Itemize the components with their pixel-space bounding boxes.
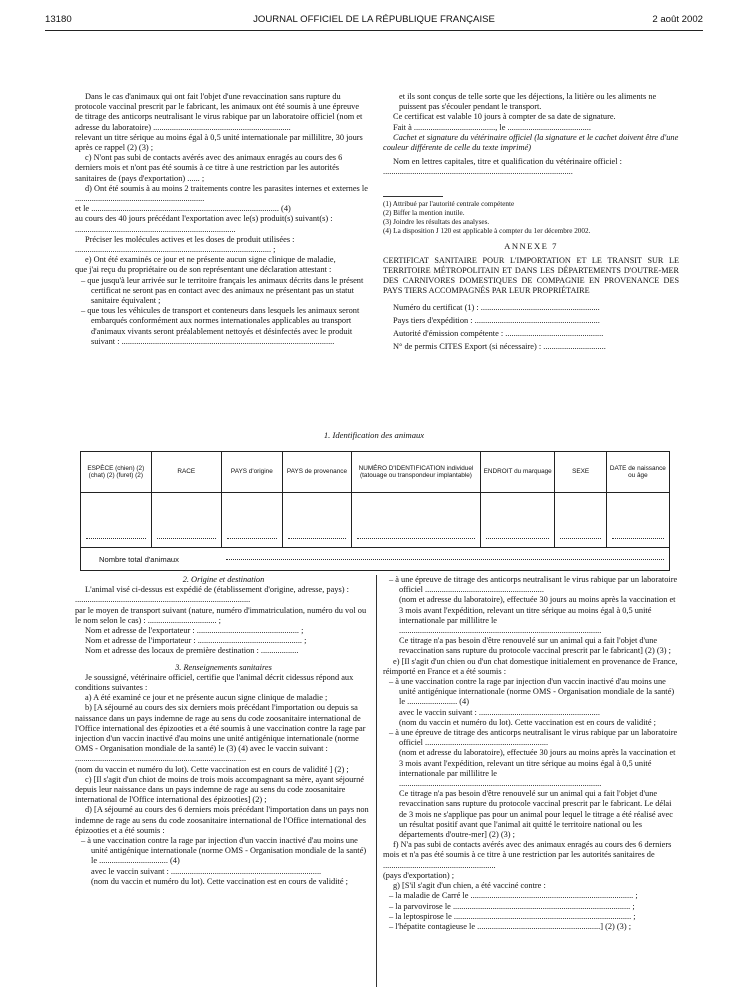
signature-place-date: Fait à ......................................., le ........................................ [393,122,591,132]
list-item: avec le vaccin suivant : ........................................................................ [91,866,322,876]
importer-field: Nom et adresse de l'importateur : .................................................. ; [85,636,307,646]
footnote: (3) Joindre les résultats des analyses. [383,218,490,227]
section-3-title: 3. Renseignements sanitaires [175,662,272,672]
paragraph: d) Ont été soumis à au moins 2 traitements contre les parasites internes et externes le .............................................................. [75,183,368,204]
paragraph: (nom du vaccin et numéro du lot). Cette vaccination est en cours de validité ] (2) ; [75,764,349,774]
species-cell [81,493,152,548]
list-item: Ce titrage n'a pas besoin d'être renouvelé sur un animal qui a fait l'objet d'une revaccination sans rupture du protocole vaccinal prescrit par le fabricant. Le délai de 3 mois ne s'applique pas pour un animal pour lequel le titrage a été réalisé avec un résultat positif avant que l'animal ait quitté le territoire national ou les départements d'outre-mer] (2) (3) ; [399,789,673,840]
total-animals-label: Nombre total d'animaux [81,548,222,571]
paragraph: e) Ont été examinés ce jour et ne présente aucun signe clinique de maladie, [85,255,336,265]
table-row [81,493,670,548]
list-item: – à une épreuve de titrage des anticorps neutralisant le virus rabique par un laboratoire officiel ........................................................... [389,728,678,748]
list-item: – l'hépatite contagieuse le ...........................................................] (2) (3) ; [389,921,632,931]
animal-identification-table [80,451,670,571]
list-item: – à une vaccination contre la rage par injection d'un vaccin inactivé d'au moins une unité antigénique internationale (norme OMS - Organisation mondiale de la santé) le ................................. (4) [81,836,367,866]
list-item: Ce titrage n'a pas besoin d'être renouvelé sur un animal qui a fait l'objet d'une revaccination sans rupture du protocole vaccinal prescrit par le fabricant] (2) (3) ; [399,636,671,656]
paragraph: Je soussigné, vétérinaire officiel, certifie que l'animal décrit cidessus répond aux conditions suivantes : [75,672,354,693]
list-item: – la leptospirose le ..................................................................................... ; [389,911,636,921]
paragraph: a) A été examiné ce jour et ne présente aucun signe clinique de maladie ; [85,693,328,703]
list-item: (nom du vaccin et numéro du lot). Cette vaccination est en cours de validité ; [399,717,656,727]
annex-title: ANNEXE 7 [504,241,558,252]
list-item: (nom et adresse du laboratoire), effectuée 30 jours au moins après la vaccination et 3 mois avant l'expédition, relevant un titre sérique au moins égal à 0,5 unité internationale par millilitre le ................................................................................................. [399,748,676,789]
section-2-title: 2. Origine et destination [182,575,265,584]
right-column-bottom [383,575,679,932]
paragraph: que j'ai reçu du propriétaire ou de son représentant une déclaration attestant : [75,265,332,275]
list-item: (nom et adresse du laboratoire), effectuée 30 jours au moins après la vaccination et 3 mois avant l'expédition, relevant un titre sérique au moins égal à 0,5 unité internationale par millilitre le ................................................................................................. [399,595,676,636]
paragraph: (pays d'exportation) ; [383,870,455,880]
birth-date-cell [606,493,669,548]
right-column-top [383,92,679,353]
column-header-provenance-country: PAYS de provenance [282,452,351,493]
list-item: – la maladie de Carré le .............................................................................. ; [389,891,638,901]
paragraph: Ce certificat est valable 10 jours à compter de sa date de signature. [393,112,616,122]
footnote: (2) Biffer la mention inutile. [383,208,465,217]
breed-cell [151,493,221,548]
list-item: – à une épreuve de titrage des anticorps neutralisant le virus rabique par un laboratoire officiel ......................................................... [389,575,678,595]
id-number-cell [352,493,481,548]
publication-date: 2 août 2002 [652,14,703,25]
paragraph: d) [A séjourné au cours des 6 derniers mois précédant l'importation dans un pays non indemne de rage au sens du code zoosanitaire international de l'Office international des épizooties et a été soumis : [75,805,369,835]
list-item: – que jusqu'à leur arrivée sur le territoire français les animaux décrits dans le présent certificat ne seront pas en contact avec des animaux ne présentant pas un statut sanitaire équivalent ; [81,275,364,306]
paragraph: au cours des 40 jours précédant l'exportation avec le(s) produit(s) suivant(s) : ............................................................................. [75,214,333,234]
veterinarian-name-field: Nom en lettres capitales, titre et qualification du vétérinaire officiel : ........................................................................................... [383,157,622,177]
exporter-field: Nom et adresse de l'exportateur : ................................................. ; [85,626,304,636]
paragraph: relevant un titre sérique au moins égal à 0,5 unité internationale par millilitre, 30 jours après ce rappel (2) (3) ; [75,132,363,153]
page-number: 13180 [45,14,72,25]
column-header-marking-location: ENDROIT du marquage [480,452,555,493]
signature-instruction: Cachet et signature du vétérinaire officiel (la signature et le cachet doivent être d'une couleur différente de celle du texte imprimé) [383,132,679,153]
paragraph: c) N'ont pas subi de contacts avérés avec des animaux enragés au cours des 6 derniers mois et n'ont pas été soumis à ce titre à une restriction par les autorités sanitaires de (pays d'exportation) ...... ; [75,153,343,183]
list-item: – à une vaccination contre la rage par injection d'un vaccin inactivé d'au moins une unité antigénique internationale (norme OMS - Organisation mondiale de la santé) le ........................ (4) [389,677,675,707]
column-header-id-number: NUMÉRO D'IDENTIFICATION individuel (tatouage ou transpondeur implantable) [352,452,481,493]
left-column-bottom [75,575,372,887]
provenance-cell [282,493,351,548]
column-header-origin-country: PAYS d'origine [221,452,282,493]
marking-cell [480,493,555,548]
journal-title: JOURNAL OFFICIEL DE LA RÉPUBLIQUE FRANÇAISE [253,14,495,25]
footnote: (1) Attribué par l'autorité centrale compétente [383,199,515,208]
column-header-birth-date: DATE de naissance ou âge [606,452,669,493]
section-1-title: 1. Identification des animaux [323,430,425,440]
list-item: avec le vaccin suivant : .......................................................... [399,707,600,717]
paragraph: et le .......................................................................................... (4) [75,204,291,214]
left-column-top [75,92,368,347]
column-header-sex: SEXE [555,452,606,493]
origin-cell [221,493,282,548]
column-header-breed: RACE [151,452,221,493]
paragraph: Préciser les molécules actives et les doses de produit utilisées : .............................................................................................. ; [75,234,295,255]
paragraph: par le moyen de transport suivant (nature, numéro d'immatriculation, numéro du vol ou le nom selon le cas) : ................................. ; [75,605,367,625]
paragraph: b) [A séjourné au cours des six derniers mois précédant l'importation ou depuis sa naissance dans un pays indemne de rage au sens du code zoosanitaire international de l'Office international des épizooties et a été soumis à une vaccination contre la rage par injection d'un vaccin inactivé d'au moins une unité antigénique internationale (norme OMS - Organisation mondiale de la santé) le (3) (4) avec le vaccin suivant : .................................................................................. [75,703,366,764]
footnote: (4) La disposition J 120 est applicable à compter du 1er décembre 2002. [383,227,591,236]
list-item: – que tous les véhicules de transport et conteneurs dans lesquels les animaux seront embarqués conformément aux normes internationales applicables au transport d'animaux vivants seront préalablement nettoyés et désinfectés avec le produit suivant : ...................................................................................................... [81,306,360,346]
dispatch-country-field: Pays tiers d'expédition : ............................................................ [393,315,600,325]
sex-cell [555,493,606,548]
paragraph: e) [Il s'agit d'un chien ou d'un chat domestique initialement en provenance de France, réimporté en France et a été soumis : [383,656,678,676]
paragraph: g) [S'il s'agit d'un chien, a été vacciné contre : [393,881,546,891]
total-animals-field [221,548,669,571]
total-row [81,548,670,571]
paragraph: L'animal visé ci-dessus est expédié de (établissement d'origine, adresse, pays) : .................................................................................... [75,585,349,605]
paragraph: f) N'a pas subi de contacts avérés avec des animaux enragés au cours des 6 derniers mois et n'a pas été soumis à ce titre à une restriction par les autorités sanitaires de ...................................................... [383,840,672,870]
list-item: (nom du vaccin et numéro du lot). Cette vaccination est en cours de validité ; [91,876,348,886]
table-header-row [81,452,670,493]
issuing-authority-field: Autorité d'émission compétente : ............................................... [393,328,604,338]
certificate-number-field: Numéro du certificat (1) : ......................................................... [393,302,600,312]
list-item: – la parvovirose le ..................................................................................... ; [389,901,635,911]
column-divider [376,575,377,987]
paragraph: et ils sont conçus de telle sorte que les déjections, la litière ou les aliments ne puissent pas s'écouler pendant le transport. [399,92,657,112]
paragraph: Dans le cas d'animaux qui ont fait l'objet d'une revaccination sans rupture du protocole vaccinal prescrit par le fabricant, les animaux ont été soumis à une épreuve de titrage des anticorps neutralisant le virus rabique par un laboratoire officiel (nom et adresse du laboratoire) .................................................................. [75,92,363,132]
annex-heading: CERTIFICAT SANITAIRE POUR L'IMPORTATION ET LE TRANSIT SUR LE TERRITOIRE MÉTROPOLITAIN ET DANS LES DÉPARTEMENTS D'OUTRE-MER DES CARNIVORES DOMESTIQUES DE COMPAGNIE EN PROVENANCE DES PAYS TIERS ACCOMPAGNÉS PAR LEUR PROPRIÉTAIRE [383,255,679,295]
header-rule [45,30,703,31]
paragraph: c) [Il s'agit d'un chiot de moins de trois mois accompagnant sa mère, ayant séjourné depuis leur naissance dans un pays indemne de rage au sens du code zoosanitaire international de l'Office international des épizooties] (2) ; [75,774,364,805]
cites-permit-field: N° de permis CITES Export (si nécessaire) : .............................. [393,341,606,351]
footnote-rule [383,196,443,197]
column-header-species: ESPÈCE (chien) (2) (chat) (2) (furet) (2) [81,452,152,493]
page-header [45,14,703,30]
destination-field: Nom et adresse des locaux de première destination : .................. [85,646,299,656]
